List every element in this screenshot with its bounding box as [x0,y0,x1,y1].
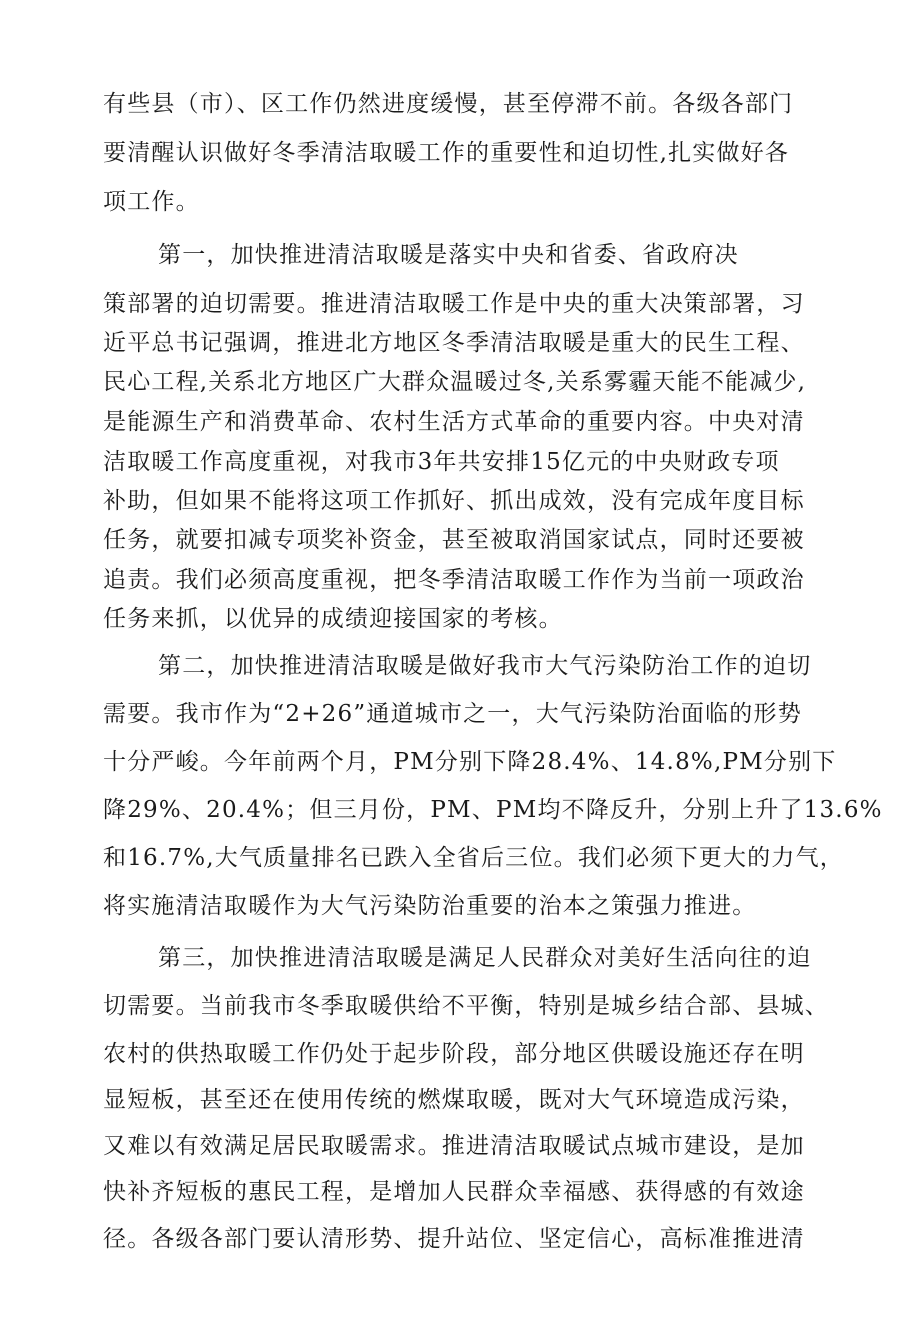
text-line: 切需要。当前我市冬季取暖供给不平衡，特别是城乡结合部、县城、 [103,993,829,1019]
text-line: 和16.7%,大气质量排名已跌入全省后三位。我们必须下更大的力气， [103,845,844,871]
text-line: 策部署的迫切需要。推进清洁取暖工作是中央的重大决策部署，习 [103,291,805,317]
text-line: 追责。我们必须高度重视，把冬季清洁取暖工作作为当前一项政治 [103,567,805,593]
text-line: 近平总书记强调，推进北方地区冬季清洁取暖是重大的民生工程、 [103,330,805,356]
text-line: 任务来抓，以优异的成绩迎接国家的考核。 [103,606,563,632]
text-line: 降29%、20.4%；但三月份，PM、PM均不降反升，分别上升了13.6% [103,797,883,823]
text-line: 洁取暖工作高度重视，对我市3年共安排15亿元的中央财政专项 [103,449,780,475]
paragraph-heading-third: 第三，加快推进清洁取暖是满足人民群众对美好生活向往的迫 [158,945,812,971]
text-line: 任务，就要扣减专项奖补资金，甚至被取消国家试点，同时还要被 [103,527,805,553]
text-line: 快补齐短板的惠民工程，是增加人民群众幸福感、获得感的有效途 [103,1179,805,1205]
text-line: 径。各级各部门要认清形势、提升站位、坚定信心，高标准推进清 [103,1226,805,1252]
text-line: 又难以有效满足居民取暖需求。推进清洁取暖试点城市建设，是加 [103,1133,805,1159]
text-line: 显短板，甚至还在使用传统的燃煤取暖，既对大气环境造成污染， [103,1087,805,1113]
text-line: 是能源生产和消费革命、农村生活方式革命的重要内容。中央对清 [103,409,805,435]
text-line: 十分严峻。今年前两个月，PM分别下降28.4%、14.8%,PM分别下 [103,749,837,775]
paragraph-heading-second: 第二，加快推进清洁取暖是做好我市大气污染防治工作的迫切 [158,653,812,679]
text-line: 项工作。 [103,189,200,215]
text-line: 农村的供热取暖工作仍处于起步阶段，部分地区供暖设施还存在明 [103,1041,805,1067]
text-line: 民心工程,关系北方地区广大群众温暖过冬,关系雾霾天能不能减少, [103,369,807,395]
text-line: 有些县（市）、区工作仍然进度缓慢，甚至停滞不前。各级各部门 [103,91,794,117]
text-line: 需要。我市作为“2+26”通道城市之一，大气污染防治面临的形势 [103,701,802,727]
text-line: 将实施清洁取暖作为大气污染防治重要的治本之策强力推进。 [103,893,757,919]
paragraph-heading-first: 第一，加快推进清洁取暖是落实中央和省委、省政府决 [158,242,739,268]
text-line: 要清醒认识做好冬季清洁取暖工作的重要性和迫切性,扎实做好各 [103,140,790,166]
text-line: 补助，但如果不能将这项工作抓好、抓出成效，没有完成年度目标 [103,488,805,514]
